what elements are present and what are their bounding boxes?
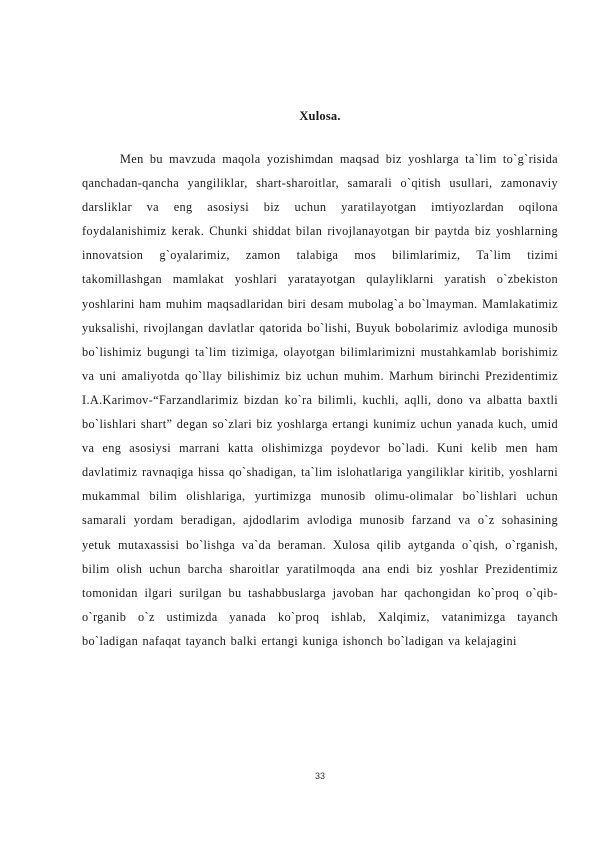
section-title: Xulosa. [299,109,341,123]
body-paragraph: Men bu mavzuda maqola yozishimdan maqsad biz yoshlarga ta`lim to`g`risida qanchadan-qancha yangiliklar, shart-sharoitlar, samarali o`qitish usullari, zamonaviy darsliklar va eng asosiysi biz uchun yaratilayotgan imtiyozlardan oqilona foydalanishimiz kerak. Chunki shiddat bilan rivojlanayotgan bir paytda biz yoshlarning innovatsion g`oyalarimiz, zamon talabiga mos bilimlarimiz, Ta`lim tizimi takomillashgan mamlakat yoshlari yaratayotgan qulayliklarni yaratish o`zbekiston yoshlarini ham muhim maqsadlaridan biri desam mubolag`a bo`lmayman. Mamlakatimiz yuksalishi, rivojlangan davlatlar qatorida bo`lishi, Buyuk bobolarimiz avlodiga munosib bo`lishimiz bugungi ta`lim tizimiga, olayotgan bilimlarimizni mustahkamlab borishimiz va uni amaliyotda qo`llay bilishimiz biz uchun muhim. Marhum birinchi Prezidentimiz I.A.Karimov-“Farzandlarimiz bizdan ko`ra bilimli, kuchli, aqlli, dono va albatta baxtli bo`lishlari shart” degan so`zlari biz yoshlarga ertangi kunimiz uchun yanada kuch, umid va eng asosiysi marrani katta olishimizga poydevor bo`ladi. Kuni kelib men ham davlatimiz ravnaqiga hissa qo`shadigan, ta`lim islohatlariga yangiliklar kiritib, yoshlarni mukammal bilim olishlariga, yurtimizga munosib olimu-olimalar bo`lishlari uchun samarali yordam beradigan, ajdodlarim avlodiga munosib farzand va o`z sohasining yetuk mutaxassisi bo`lishga va`da beraman. Xulosa qilib aytganda o`qish, o`rganish, bilim olish uchun barcha sharoitlar yaratilmoqda ana endi biz yoshlar Prezidentimiz tomonidan ilgari surilgan bu tashabbuslarga javoban har qachongidan ko`proq o`qib-o`rganib o`z ustimizda yanada ko`proq ishlab, Xalqimiz, vatanimizga tayanch bo`ladigan nafaqat tayanch balki ertangi kuniga ishonch bo`ladigan va kelajagini [82,152,558,648]
page-number: 33 [314,771,325,781]
